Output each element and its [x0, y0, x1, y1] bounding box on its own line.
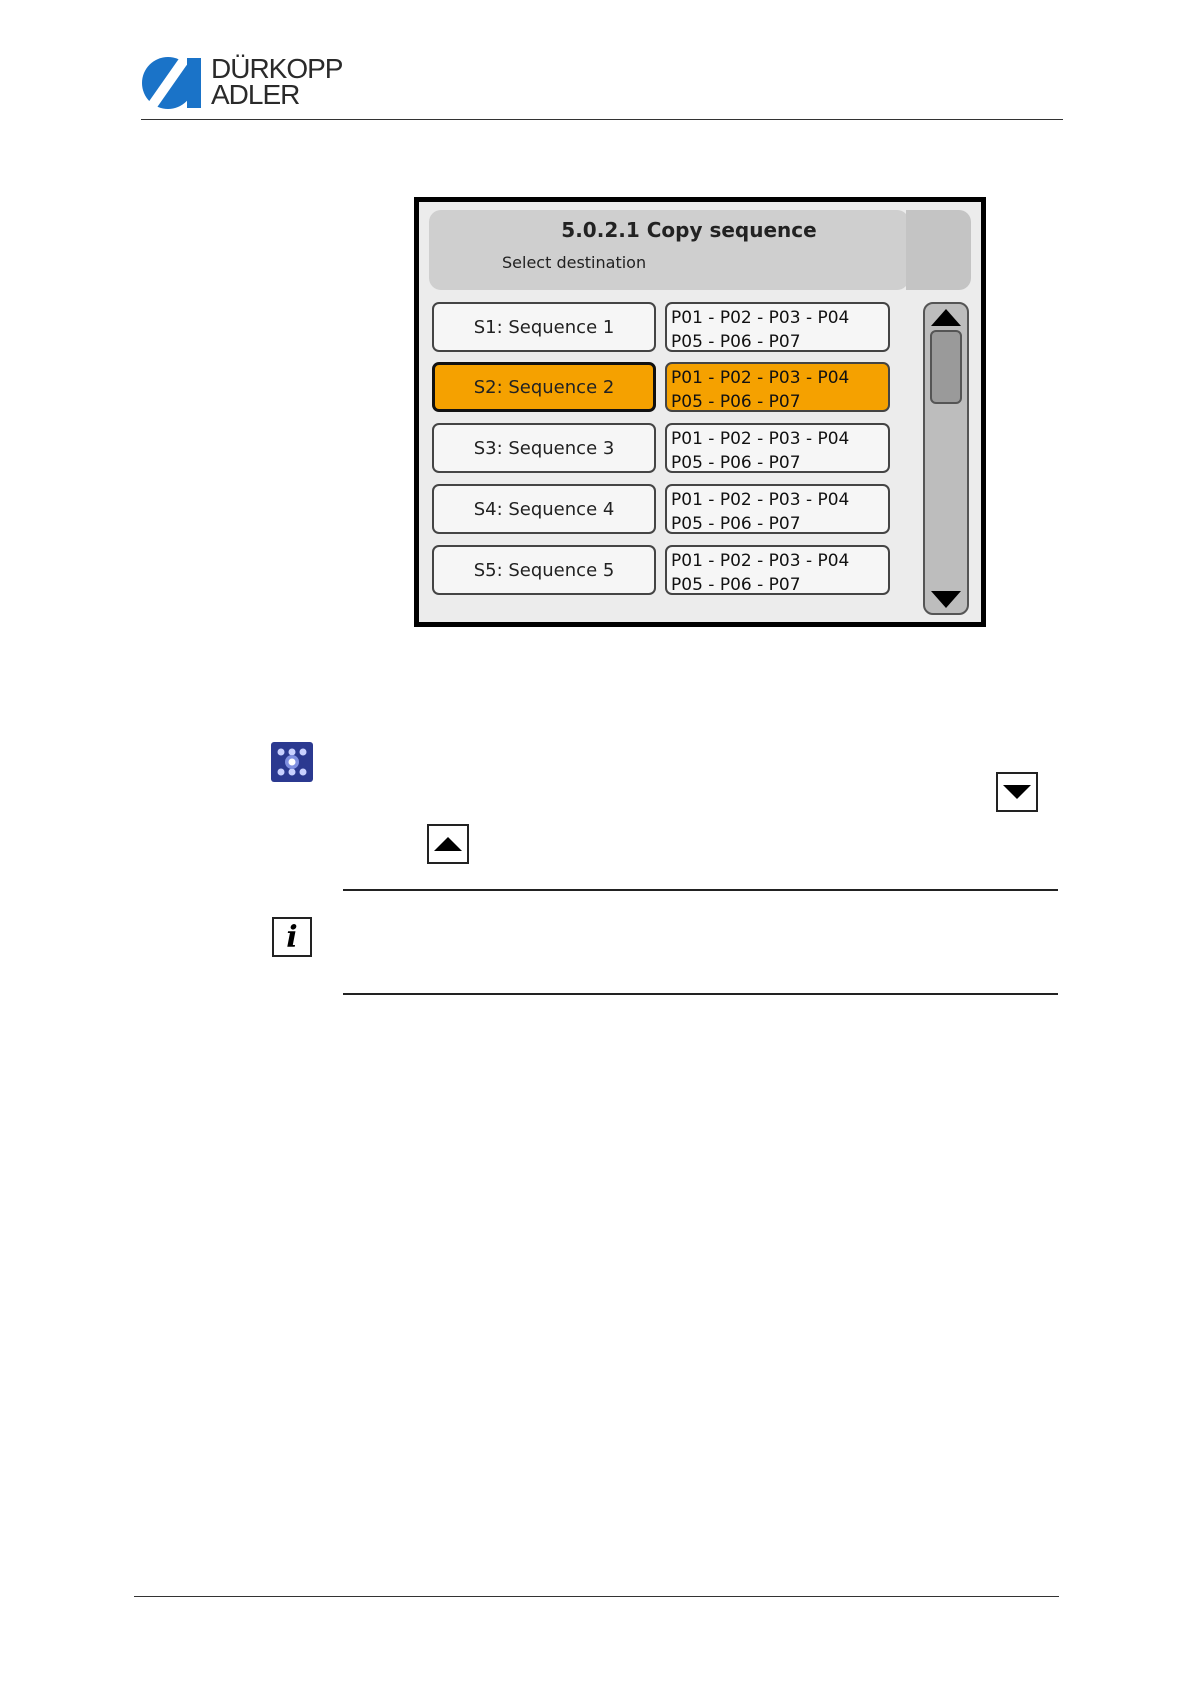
arrow-up-key-icon — [427, 824, 469, 864]
brand-name — [211, 53, 343, 110]
control-panel-screenshot — [414, 197, 986, 627]
sequence-row-3 — [432, 423, 892, 475]
info-icon: i — [272, 917, 312, 957]
program-list-line-2: P05 - P06 - P07 — [671, 332, 801, 352]
program-list-line-1: P01 - P02 - P03 - P04 — [671, 368, 850, 388]
info-box-bottom-rule — [343, 993, 1058, 995]
program-list-button-1[interactable] — [665, 302, 890, 352]
sequence-row-4 — [432, 484, 892, 536]
sequence-button-5[interactable]: S5: Sequence 5 — [432, 545, 656, 595]
sequence-button-4[interactable]: S4: Sequence 4 — [432, 484, 656, 534]
screen-subtitle: Select destination — [502, 253, 647, 272]
scrollbar-thumb[interactable] — [930, 330, 962, 404]
sequence-button-3[interactable]: S3: Sequence 3 — [432, 423, 656, 473]
program-list-line-1: P01 - P02 - P03 - P04 — [671, 490, 850, 510]
screen-title: 5.0.2.1 Copy sequence — [561, 218, 817, 242]
sequence-row-2 — [432, 362, 892, 414]
program-list-button-5[interactable] — [665, 545, 890, 595]
program-list-button-2[interactable] — [665, 362, 890, 412]
footer-divider — [134, 1596, 1059, 1597]
program-list-line-2: P05 - P06 - P07 — [671, 575, 801, 595]
program-list-line-1: P01 - P02 - P03 - P04 — [671, 429, 850, 449]
program-list-line-2: P05 - P06 - P07 — [671, 392, 801, 412]
scroll-up-arrow-icon[interactable] — [929, 306, 963, 328]
sequence-button-1[interactable]: S1: Sequence 1 — [432, 302, 656, 352]
scroll-down-arrow-icon[interactable] — [929, 589, 963, 611]
program-list-line-1: P01 - P02 - P03 - P04 — [671, 551, 850, 571]
sequence-button-2[interactable]: S2: Sequence 2 — [432, 362, 656, 412]
arrow-up-glyph-icon — [429, 826, 467, 862]
touchscreen-icon — [271, 742, 313, 782]
sequence-row-1 — [432, 302, 892, 354]
program-list-button-4[interactable] — [665, 484, 890, 534]
screen-area — [419, 202, 981, 622]
program-list-line-2: P05 - P06 - P07 — [671, 514, 801, 534]
list-scrollbar[interactable] — [923, 302, 969, 615]
program-list-button-3[interactable] — [665, 423, 890, 473]
arrow-down-key-icon — [996, 772, 1038, 812]
header-divider — [141, 119, 1063, 120]
program-list-line-2: P05 - P06 - P07 — [671, 453, 801, 473]
duerkopp-adler-logo-icon — [141, 56, 205, 110]
sequence-row-5 — [432, 545, 892, 597]
program-list-line-1: P01 - P02 - P03 - P04 — [671, 308, 850, 328]
brand-line-2: ADLER — [211, 79, 300, 110]
brand-line-1: DÜRKOPP — [211, 53, 343, 84]
info-box-top-rule — [343, 889, 1058, 891]
arrow-down-glyph-icon — [998, 774, 1036, 810]
brand-logo — [141, 53, 361, 112]
